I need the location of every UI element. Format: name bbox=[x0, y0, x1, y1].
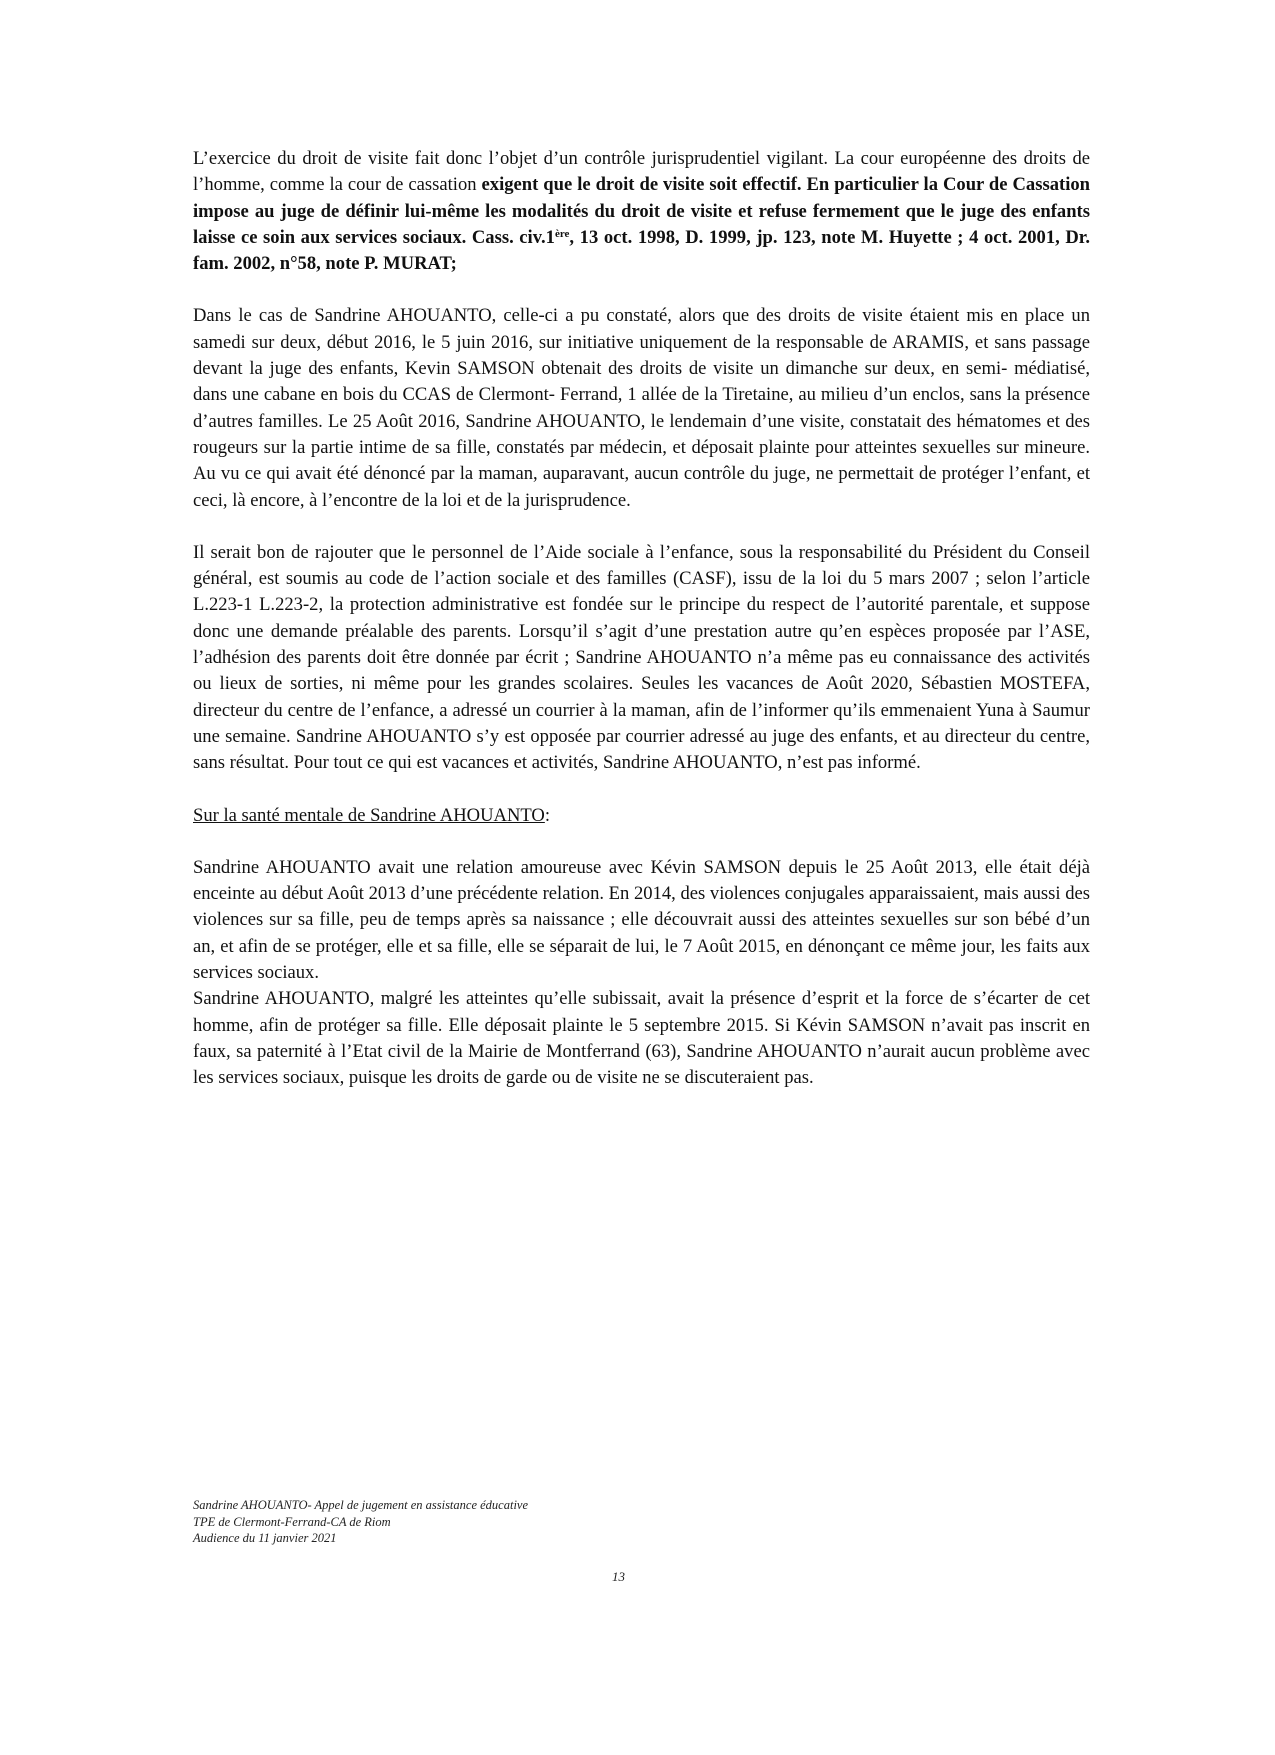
footer-line-hearing: Audience du 11 janvier 2021 bbox=[193, 1531, 337, 1545]
paragraph-relationship: Sandrine AHOUANTO avait une relation amoureuse avec Kévin SAMSON depuis le 25 Août 2013, elle était déjà enceinte au début Août 2013 d’une précédente relation. En 2014, des violences conjugales apparaissaient, mais aussi des violences sur sa fille, peu de temps après sa naissance ; elle découvrait aussi des atteintes sexuelles sur son bébé d’un an, et afin de se protéger, elle et sa fille, elle se séparait de lui, le 7 Août 2015, en dénonçant ce même jour, les faits aux services sociaux. bbox=[193, 856, 1090, 984]
paragraph-spacer bbox=[193, 277, 1090, 303]
paragraph-spacer bbox=[193, 829, 1090, 855]
document-body bbox=[193, 146, 1090, 1092]
section-heading-text: Sur la santé mentale de Sandrine AHOUANTO bbox=[193, 804, 545, 826]
citation-superscript: ère bbox=[554, 227, 570, 240]
page-number: 13 bbox=[612, 1569, 625, 1584]
paragraph-spacer bbox=[193, 777, 1090, 803]
footer-line-case: Sandrine AHOUANTO- Appel de jugement en assistance éducative bbox=[193, 1498, 529, 1512]
section-heading bbox=[193, 803, 1090, 829]
citation-text: exigent que le droit de visite soit effectif. En particulier la Cour de Cassation impose au juge de définir lui-même les modalités du droit de visite et refuse fermement que le juge des enfants laisse ce soin aux services sociaux. Cass. civ.1 bbox=[193, 174, 1090, 248]
section-heading-colon: : bbox=[544, 804, 551, 826]
paragraph-jurisprudence bbox=[193, 146, 1090, 277]
paragraph-casf: Il serait bon de rajouter que le personnel de l’Aide sociale à l’enfance, sous la responsabilité du Président du Conseil général, est soumis au code de l’action sociale et des familles (CASF), issu de la loi du 5 mars 2007 ; selon l’article L.223-1 L.223-2, la protection administrative est fondée sur le principe du respect de l’autorité parentale, et suppose donc une demande préalable des parents. Lorsqu’il s’agit d’une prestation autre qu’en espèces proposée par l’ASE, l’adhésion des parents doit être donnée par écrit ; Sandrine AHOUANTO n’a même pas eu connaissance des activités ou lieux de sorties, ni même pour les grandes scolaires. Seules les vacances de Août 2020, Sébastien MOSTEFA, directeur du centre de l’enfance, a adressé un courrier à la maman, afin de l’informer qu’ils emmenaient Yuna à Saumur une semaine. Sandrine AHOUANTO s’y est opposée par courrier adressé au juge des enfants, et au directeur du centre, sans résultat. Pour tout ce qui est vacances et activités, Sandrine AHOUANTO, n’est pas informé. bbox=[193, 541, 1090, 774]
paragraph-complaint: Sandrine AHOUANTO, malgré les atteintes qu’elle subissait, avait la présence d’esprit et la force de s’écarter de cet homme, afin de protéger sa fille. Elle déposait plainte le 5 septembre 2015. Si Kévin SAMSON n’avait pas inscrit en faux, sa paternité à l’Etat civil de la Mairie de Montferrand (63), Sandrine AHOUANTO n’aurait aucun problème avec les services sociaux, puisque les droits de garde ou de visite ne se discuteraient pas. bbox=[193, 988, 1090, 1089]
paragraph-spacer bbox=[193, 514, 1090, 540]
citation-reference: , 13 oct. 1998, D. 1999, jp. 123, note M. Huyette ; 4 oct. 2001, Dr. fam. 2002, n°58, note P. MURAT; bbox=[193, 226, 1090, 275]
paragraph-visits: Dans le cas de Sandrine AHOUANTO, celle-ci a pu constaté, alors que des droits de visite étaient mis en place un samedi sur deux, début 2016, le 5 juin 2016, sur initiative uniquement de la responsable de ARAMIS, et sans passage devant la juge des enfants, Kevin SAMSON obtenait des droits de visite un dimanche sur deux, en semi- médiatisé, dans une cabane en bois du CCAS de Clermont- Ferrand, 1 allée de la Tiretaine, au milieu d’un enclos, sans la présence d’autres familles. Le 25 Août 2016, Sandrine AHOUANTO, le lendemain d’une visite, constatait des hématomes et des rougeurs sur la partie intime de sa fille, constatés par médecin, et déposait plainte pour atteintes sexuelles sur mineure. Au vu ce qui avait été dénoncé par la maman, auparavant, aucun contrôle du juge, ne permettait de protéger l’enfant, et ceci, là encore, à l’encontre de la loi et de la jurisprudence. bbox=[193, 305, 1090, 511]
paragraph-jurisprudence-intro: L’exercice du droit de visite fait donc l’objet d’un contrôle jurisprudentiel vigilant. La cour européenne des droits de l’homme, comme la cour de cassation bbox=[193, 148, 1090, 196]
page-footer bbox=[193, 1497, 893, 1547]
footer-line-court: TPE de Clermont-Ferrand-CA de Riom bbox=[193, 1514, 391, 1529]
